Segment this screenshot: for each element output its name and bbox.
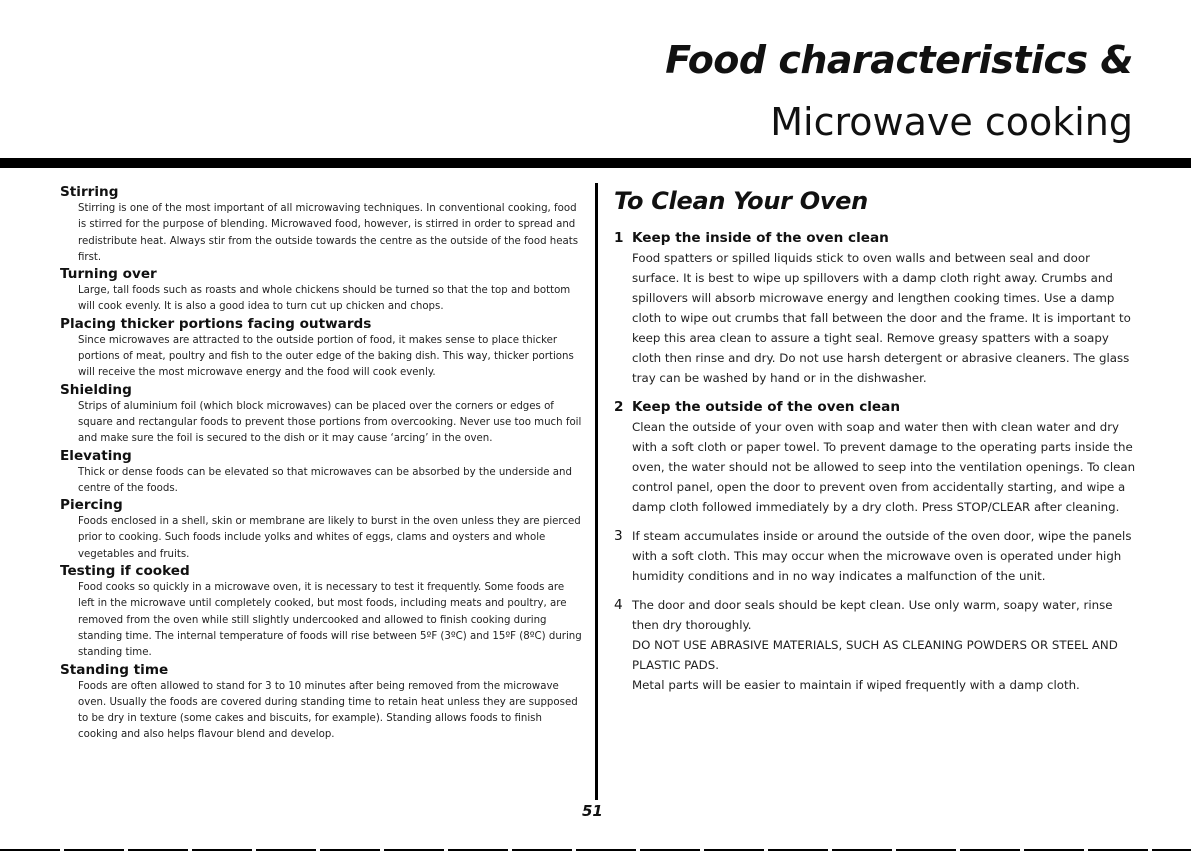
section-heading: Piercing: [60, 497, 123, 514]
section-title: To Clean Your Oven: [614, 187, 868, 215]
cleaning-instructions-column: [614, 186, 1136, 704]
section-text: Foods enclosed in a shell, skin or membrane are likely to burst in the oven unless they are pierced prior to cooking. Such foods include yolks and whites of eggs, clams and oysters and whole vegetables and fruits.: [78, 516, 581, 560]
cleaning-step: [614, 526, 1136, 586]
step-heading: Keep the inside of the oven clean: [632, 230, 889, 246]
step-number: 3: [614, 528, 623, 544]
step-text: Clean the outside of your oven with soap and water then with clean water and dry with a soft cloth or paper towel. To prevent damage to the operating parts inside the oven, the water should not be allowed to seep into the ventilation openings. To clean control panel, open the door to prevent oven from accidentally starting, and wipe a damp cloth followed immediately by a dry cloth. Press STOP/CLEAR after cleaning.: [632, 420, 1136, 514]
section-heading: Elevating: [60, 447, 132, 464]
page-number: 51: [582, 802, 603, 820]
section-text: Food cooks so quickly in a microwave oven, it is necessary to test it frequently. Some foods are left in the microwave until completely cooked, but most foods, including meats and poultry, are removed from the oven while still slightly undercooked and allowed to finish cooking during standing time. The internal temperature of foods will rise between 5ºF (3ºC) and 15ºF (8ºC) during standing time.: [78, 582, 582, 659]
section-heading: Placing thicker portions facing outwards: [60, 315, 372, 332]
section-text: Stirring is one of the most important of all microwaving techniques. In conventional cooking, food is stirred for the purpose of blending. Microwaved food, however, is stirred in order to spread and redistribute heat. Always stir from the outside towards the centre as the outside of the food heats first.: [78, 203, 579, 263]
step-number: 2: [614, 399, 624, 415]
step-text: If steam accumulates inside or around the outside of the oven door, wipe the panels with a soft cloth. This may occur when the microwave oven is operated under high humidity conditions and in no way indicates a malfunction of the unit.: [632, 529, 1132, 583]
section-heading: Standing time: [60, 661, 169, 678]
page-subtitle: Microwave cooking: [770, 100, 1133, 144]
section-elevating: [60, 448, 582, 498]
cleaning-step: [614, 595, 1136, 695]
step-number: 4: [614, 597, 623, 613]
cleaning-step: [614, 397, 1136, 517]
section-text: Since microwaves are attracted to the outside portion of food, it makes sense to place thicker portions of meat, poultry and fish to the outer edge of the baking dish. This way, thicker portions will receive the most microwave energy and the food will cook evenly.: [78, 334, 574, 379]
column-divider: [595, 183, 598, 800]
section-piercing: [60, 497, 582, 563]
section-placing-thicker-portions: [60, 316, 582, 382]
section-standing-time: [60, 662, 582, 744]
note-text: Metal parts will be easier to maintain if wiped frequently with a damp cloth.: [632, 678, 1080, 692]
step-text: The door and door seals should be kept clean. Use only warm, soapy water, rinse then dry thoroughly.: [632, 598, 1113, 632]
header-rule: [0, 158, 1191, 168]
cooking-techniques-column: [60, 184, 582, 744]
cleaning-step: [614, 228, 1136, 388]
section-heading: Shielding: [60, 381, 132, 398]
step-number: 1: [614, 230, 624, 246]
section-text: Large, tall foods such as roasts and whole chickens should be turned so that the top and bottom will cook evenly. It is also a good idea to turn cut up chicken and chops.: [78, 285, 571, 313]
section-turning-over: [60, 266, 582, 316]
step-text: Food spatters or spilled liquids stick to oven walls and between seal and door surface. It is best to wipe up spillovers with a damp cloth right away. Crumbs and spillovers will absorb microwave energy and lengthen cooking times. Use a damp cloth to wipe out crumbs that fall between the door and the frame. It is important to keep this area clean to assure a tight seal. Remove greasy spatters with a soapy cloth then rinse and dry. Do not use harsh detergent or abrasive cleaners. The glass tray can be washed by hand or in the dishwasher.: [632, 251, 1131, 385]
section-stirring: [60, 184, 582, 266]
step-heading: Keep the outside of the oven clean: [632, 399, 901, 415]
section-testing-if-cooked: [60, 563, 582, 661]
section-shielding: [60, 382, 582, 448]
section-text: Thick or dense foods can be elevated so that microwaves can be absorbed by the underside and centre of the foods.: [78, 466, 572, 494]
warning-text: DO NOT USE ABRASIVE MATERIALS, SUCH AS CLEANING POWDERS OR STEEL AND PLASTIC PADS.: [632, 638, 1118, 672]
section-heading: Stirring: [60, 184, 119, 200]
section-heading: Testing if cooked: [60, 563, 190, 580]
section-text: Strips of aluminium foil (which block microwaves) can be placed over the corners or edges of square and rectangular foods to prevent those portions from overcooking. Never use too much foil and make sure the foil is secured to the dish or it may cause ‘arcing’ in the oven.: [78, 400, 582, 445]
section-heading: Turning over: [60, 266, 157, 283]
page-title: Food characteristics &: [665, 38, 1133, 82]
section-text: Foods are often allowed to stand for 3 to 10 minutes after being removed from the microwave oven. Usually the foods are covered during standing time to retain heat unless they are supposed to be dry in texture (some cakes and biscuits, for example). Standing allows foods to finish cooking and also helps flavour blend and develop.: [78, 680, 578, 741]
